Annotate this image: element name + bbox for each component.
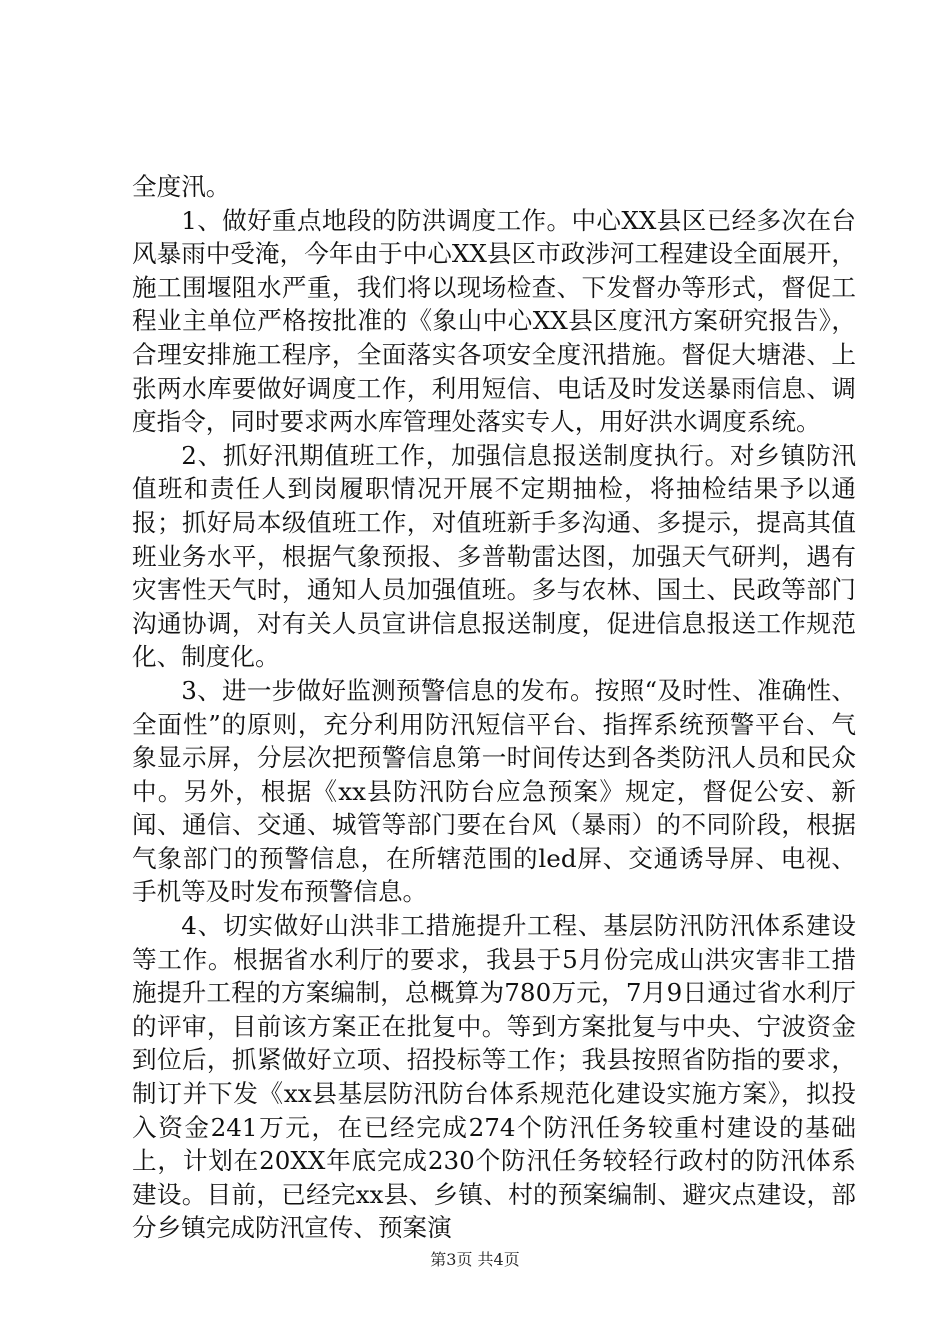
page-number-footer: 第3页 共4页 [430, 1250, 520, 1269]
paragraph-continuation: 全度汛。 [132, 172, 231, 201]
paragraph-item-3: 3、进一步做好监测预警信息的发布。按照“及时性、准确性、全面性”的原则，充分利用防汛短信平台、指挥系统预警平台、气象显示屏，分层次把预警信息第一时间传达到各类防汛人员和民众中。另外，根据《xx县防汛防台应急预案》规定，督促公安、新闻、通信、交通、城管等部门要在台风（暴雨）的不同阶段，根据气象部门的预警信息，在所辖范围的led屏、交通诱导屏、电视、手机等及时发布预警信息。 [132, 675, 856, 907]
document-body [132, 170, 856, 1245]
paragraph-item-4: 4、切实做好山洪非工措施提升工程、基层防汛防汛体系建设等工作。根据省水利厅的要求，我县于5月份完成山洪灾害非工措施提升工程的方案编制，总概算为780万元，7月9日通过省水利厅的评审，目前该方案正在批复中。等到方案批复与中央、宁波资金到位后，抓紧做好立项、招投标等工作；我县按照省防指的要求，制订并下发《xx县基层防汛防台体系规范化建设实施方案》，拟投入资金241万元，在已经完成274个防汛任务较重村建设的基础上，计划在20XX年底完成230个防汛任务较轻行政村的防汛体系建设。目前，已经完xx县、乡镇、村的预案编制、避灾点建设，部分乡镇完成防汛宣传、预案演 [132, 911, 856, 1243]
paragraph-item-2: 2、抓好汛期值班工作，加强信息报送制度执行。对乡镇防汛值班和责任人到岗履职情况开展不定期抽检，将抽检结果予以通报；抓好局本级值班工作，对值班新手多沟通、多提示，提高其值班业务水平，根据气象预报、多普勒雷达图，加强天气研判，遇有灾害性天气时，通知人员加强值班。多与农林、国土、民政等部门沟通协调，对有关人员宣讲信息报送制度，促进信息报送工作规范化、制度化。 [132, 440, 856, 672]
paragraph-item-1: 1、做好重点地段的防洪调度工作。中心XX县区已经多次在台风暴雨中受淹，今年由于中心XX县区市政涉河工程建设全面展开，施工围堰阻水严重，我们将以现场检查、下发督办等形式，督促工程业主单位严格按批准的《象山中心XX县区度汛方案研究报告》，合理安排施工程序，全面落实各项安全度汛措施。督促大塘港、上张两水库要做好调度工作，利用短信、电话及时发送暴雨信息、调度指令，同时要求两水库管理处落实专人，用好洪水调度系统。 [132, 205, 856, 437]
